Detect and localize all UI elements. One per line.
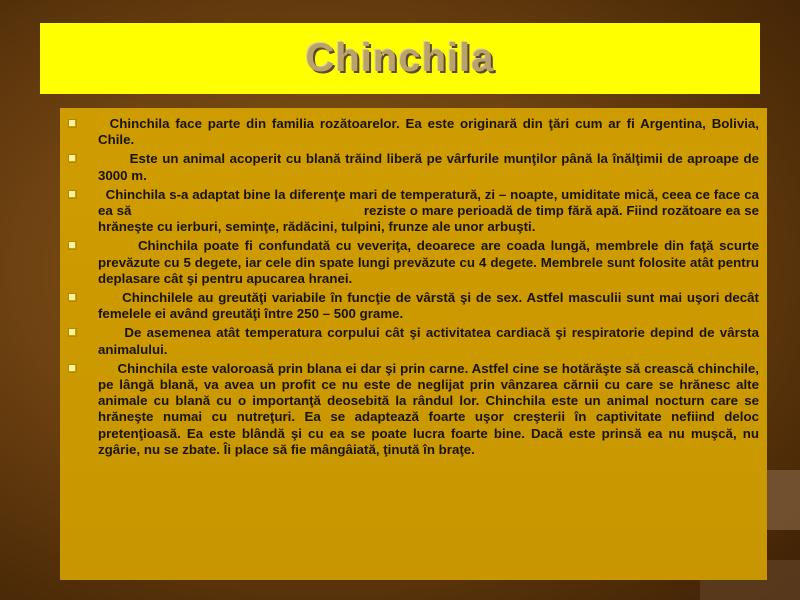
- square-bullet-icon: [68, 241, 77, 250]
- title-bar: [40, 23, 760, 94]
- square-bullet-icon: [68, 154, 77, 163]
- square-bullet-icon: [68, 364, 77, 373]
- bullet-item: [98, 325, 763, 357]
- slide-title: Chinchila: [305, 36, 495, 80]
- bullet-text: Chinchilele au greutăţi variabile în funcţie de vârstă şi de sex. Astfel masculii sunt mai uşori decât femelele ei având greutăţi între 250 – 500 grame.: [98, 290, 763, 322]
- square-bullet-icon: [68, 293, 77, 302]
- square-bullet-icon: [68, 119, 77, 128]
- bullet-item: [98, 116, 763, 148]
- bullet-text: Chinchila face parte din familia rozătoarelor. Ea este originară din ţări cum ar fi Argentina, Bolivia, Chile.: [98, 116, 763, 148]
- bullet-item: [98, 186, 763, 236]
- content-panel: [60, 108, 767, 580]
- bullet-text: Este un animal acoperit cu blană trăind liberă pe vârfurile munţilor până la înălţimii de aproape de 3000 m.: [98, 151, 763, 183]
- square-bullet-icon: [68, 328, 77, 337]
- bullet-item: [98, 360, 763, 458]
- bullet-item: [98, 151, 763, 183]
- bullet-text: Chinchila s-a adaptat bine la diferenţe mari de temperatură, zi – noapte, umiditate mică, ceea ce face ca ea să reziste o mare perioadă de timp fără apă. Fiind rozătoare ea se hrăneşte cu ierburi, seminţe, rădăcini, tulpini, frunze ale unor arbuşti.: [98, 186, 763, 235]
- bullet-item: [98, 238, 763, 287]
- square-bullet-icon: [68, 190, 77, 199]
- bullet-text: Chinchila este valoroasă prin blana ei dar şi prin carne. Astfel cine se hotărăşte să crească chinchile, pe lângă blană, va avea un profit ce nu este de neglijat prin vânzarea cărnii cu care se hrănesc alte animale cu blană cu o importanţă deosebită la rândul lor. Chinchila este un animal nocturn care se hrăneşte numai cu nutreţuri. Ea se adaptează foarte uşor creşterii în captivitate nefiind deloc pretenţioasă. Ea este blândă şi cu ea se poate lucra foarte bine. Dacă este prinsă ea nu muşcă, nu zgârie, nu se zbate. Îi place să fie mângâiată, ţinută în braţe.: [98, 360, 763, 457]
- bullet-text: De asemenea atât temperatura corpului cât şi activitatea cardiacă şi respiratorie depind de vârsta animalului.: [98, 325, 763, 357]
- bullet-list: [60, 108, 767, 458]
- bullet-text: Chinchila poate fi confundată cu veveriţa, deoarece are coada lungă, membrele din faţă scurte prevăzute cu 5 degete, iar cele din spate lungi prevăzute cu 4 degete. Membrele sunt folosite atât pentru deplasare cât şi pentru apucarea hranei.: [98, 238, 763, 286]
- bullet-item: [98, 290, 763, 322]
